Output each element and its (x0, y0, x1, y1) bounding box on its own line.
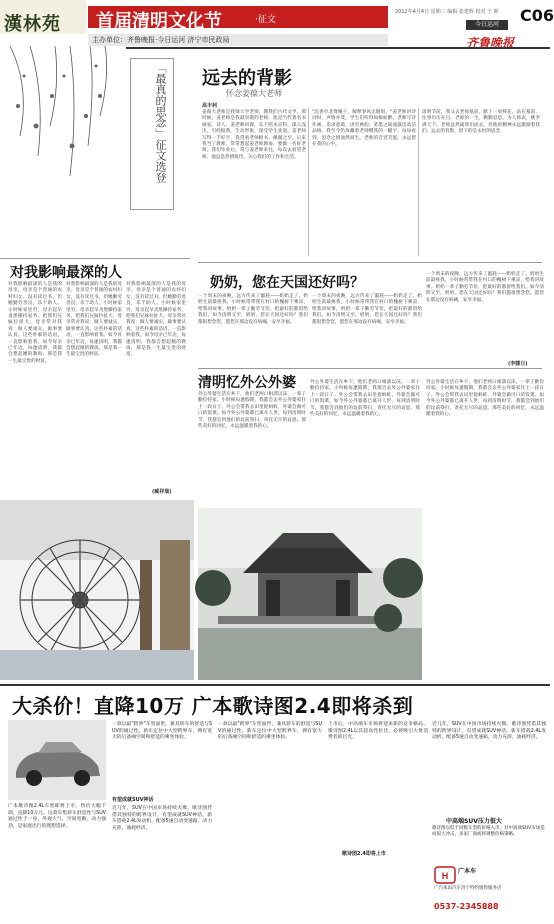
dealer-logo-text: 广本车 (458, 868, 477, 875)
ad-right-text: 歌诗图以低于同级车型的价格入市，对中高端SUV市场造成很大冲击，多家厂商或将调整价格策略。 (432, 826, 545, 838)
left-article-body-col3: 对我影响最深的人是我的母亲。母亲是个普通的农村妇女，没有读过书，但她勤劳善良，乐于助人。小时候家里穷，母亲起早贪黑操持家务，把我们兄妹拉扯大。母亲常对我说：做人要诚实，做事要认真。这些朴素的话语，一直影响着我。如今母亲已年迈，每逢清明，我都会想起她的教诲，那是我一生最宝贵的财富。 (126, 282, 186, 358)
section-rule (198, 368, 542, 369)
grandma-article-body-col2: 外公外婆生活在乡下，他们老两口相濡以沫，一辈子勤俭持家。小时候每逢假期，我都会去外公外婆家住上一段日子。外公会带我去田里捉蚂蚱，外婆会做可口的饭菜。如今外公外婆都已离开人世，每到清明时节，我都会到他们的坟前祭扫，寄托无尽的哀思。那些美好的回忆，永远温暖着我的心。 (310, 380, 420, 418)
ad-subhead: 有望成就SUV神话 (112, 797, 154, 803)
ad-body-col4: 上市后，中高端车市场将迎来新的竞争格局。歌诗图2.4L以其超高性价比，必将吸引大批消费者的目光。 (328, 722, 428, 740)
waterwheel-illustration (0, 500, 194, 680)
ad-body-col2b: 近几年，SUV在中国市场持续火爆。歌诗图凭借其独特的跨界设计，有望成就SUV神话。新车搭载2.4L发动机，配备5速自动变速箱，动力充沛，油耗经济。 (112, 806, 212, 831)
article-title: 远去的背影 (202, 68, 292, 89)
issue-meta: 2012年4月4日 星期三 编辑 张建辉 校对 王 晖 (395, 9, 499, 15)
pavilion-photo (198, 508, 422, 680)
dealer-name: 广汽本田汽车济宁特约销售服务店 (434, 886, 502, 891)
tree-illustration (0, 46, 126, 204)
column-divider (308, 108, 309, 256)
milk-article-author: (李娜日) (508, 361, 528, 367)
brand-name: 漢林苑 (4, 14, 61, 35)
milk-article-body-col2: 一个周末的夜晚，远方传来了噩耗——奶奶走了。奶奶生前最疼我，小时候常带我在村口的槐树下乘凉，给我讲故事。奶奶一辈子勤劳节俭，把最好的都留给我们。如今清明又至，奶奶，您在天国还好吗？我们都很想念您，愿您在那边没有病痛，安享幸福。 (312, 294, 422, 325)
article-body-col3: 清明节前，我又去老师墓前，献上一束鲜花。站在墓前，往事历历在目。老师的一生，勤勤恳恳，为人师表，桃李满天下。老师虽然离我们而去，但他的精神永远激励着我们。远去的背影，留下的是永恒的思念。 (422, 110, 540, 135)
honda-logo (434, 866, 456, 884)
newspaper-logo: 齐鲁晚报 (466, 36, 515, 50)
milk-article-title: 奶奶，您在天国还好吗？ (210, 275, 364, 291)
ad-headline: 大杀价！直降10万 广本歌诗图2.4即将杀到 (12, 694, 414, 718)
ad-body-col5: 近几年，SUV在中国市场持续火爆。歌诗图凭借其独特的跨界设计，有望成就SUV神话。新车搭载2.4L发动机，配备5速自动变速箱，动力充沛，油耗经济。 (432, 722, 546, 740)
section-rule (0, 258, 190, 259)
section-tag: 今日运河 (466, 20, 508, 30)
ad-top-rule (0, 684, 550, 686)
dealer-hotline: 0537-2345888 (434, 902, 499, 911)
article-body-col2: "沉香亭北倚阑干，解释春风无限恨。"姜老师讲诗词时，声情并茂，学生们听得如痴如醉。老师写诗作画，追求意境，讲究神韵，笔墨之间流露出高洁品格。我至今仍珍藏着老师赠我的一幅字。每每看到，思念之情油然而生。老师的音容笑貌，永远留在我的心中。 (312, 110, 416, 148)
sponsor-text: 主办单位：齐鲁晚报·今日运河 济宁市民政局 (92, 36, 230, 44)
section-rule (198, 262, 542, 263)
ad-right-title: 中高端SUV压力很大 (446, 818, 502, 825)
page-number: C06 (520, 6, 554, 25)
ad-subhead-2: 歌诗图2.4即将上市 (342, 851, 386, 857)
article-author: 高丰利 (202, 103, 218, 109)
grandma-article-title: 清明忆外公外婆 (198, 375, 296, 391)
svg-text:H: H (441, 871, 449, 881)
article-body-col1: 姜葆大老师是我师大学老师，教我们古代文学。那时候，姜老师是我最崇敬的老师，他是当代著名书画家、诗人。姜老师讲课，从不照本宣科，深入浅出，引经据典，生动形象，深受学生欢迎。姜老师写得一手好字，我常看老师板书，佩服之至。后来我当了教师，常常想起姜老师教诲，要做一名好老师。我们毕业后，常与姜老师来往，每次去看望老师，他总是热情接待，关心我们的工作和生活。 (202, 110, 306, 160)
grandma-article-body-col1: 外公外婆生活在乡下，他们老两口相濡以沫，一辈子勤俭持家。小时候每逢假期，我都会去外公外婆家住上一段日子。外公会带我去田里捉蚂蚱，外婆会做可口的饭菜。如今外公外婆都已离开人世，每到清明时节，我都会到他们的坟前祭扫，寄托无尽的哀思。那些美好的回忆，永远温暖着我的心。 (198, 392, 306, 430)
article-deck: 怀念姜葆大老师 (226, 89, 282, 98)
car-photo (8, 720, 106, 800)
grandma-article-body-col3: 外公外婆生活在乡下，他们老两口相濡以沫，一辈子勤俭持家。小时候每逢假期，我都会去外公外婆家住上一段日子。外公会带我去田里捉蚂蚱，外婆会做可口的饭菜。如今外公外婆都已离开人世，每到清明时节，我都会到他们的坟前祭扫，寄托无尽的哀思。那些美好的回忆，永远温暖着我的心。 (426, 380, 544, 418)
column-divider (418, 108, 419, 256)
left-article-body-col1: 对我影响最深的人是我的母亲。母亲是个普通的农村妇女，没有读过书，但她勤劳善良，乐于助人。小时候家里穷，母亲起早贪黑操持家务，把我们兄妹拉扯大。母亲常对我说：做人要诚实，做事要认真。这些朴素的话语，一直影响着我。如今母亲已年迈，每逢清明，我都会想起她的教诲，那是我一生最宝贵的财富。 (8, 282, 62, 364)
milk-article-body-col3: 一个周末的夜晚，远方传来了噩耗——奶奶走了。奶奶生前最疼我，小时候常带我在村口的槐树下乘凉，给我讲故事。奶奶一辈子勤劳节俭，把最好的都留给我们。如今清明又至，奶奶，您在天国还好吗？我们都很想念您，愿您在那边没有病痛，安享幸福。 (426, 272, 544, 303)
column-suffix: ·征文 (255, 15, 276, 25)
column-title: 首届清明文化节 (96, 11, 222, 32)
ad-body-col1: 广本歌诗图2.4L车型即将上市，售价大幅下调，直降10万元。这款车集轿车舒适性与SUV通过性于一身，外观大气，空间宽敞，动力强劲，是家庭出行的理想选择。 (8, 804, 106, 829)
left-article-headline: 对我影响最深的人 (10, 265, 122, 281)
milk-article-body-col1: 一个周末的夜晚，远方传来了噩耗——奶奶走了。奶奶生前最疼我，小时候常带我在村口的槐树下乘凉，给我讲故事。奶奶一辈子勤劳节俭，把最好的都留给我们。如今清明又至，奶奶，您在天国还好吗？我们都很想念您，愿您在那边没有病痛，安享幸福。 (198, 294, 308, 325)
pull-quote: 「最真的思念」征文选登 (154, 62, 167, 183)
left-article-body-col2: 对我影响最深的人是我的母亲。母亲是个普通的农村妇女，没有读过书，但她勤劳善良，乐于助人。小时候家里穷，母亲起早贪黑操持家务，把我们兄妹拉扯大。母亲常对我说：做人要诚实，做事要认真。这些朴素的话语，一直影响着我。如今母亲已年迈，每逢清明，我都会想起她的教诲，那是我一生最宝贵的财富。 (66, 282, 122, 358)
ad-body-col3: 一款以最"跨界"车型面世，兼具轿车的舒适与SUV的通过性。新车定位中大型跨界车，拥有宽大的后备厢空间和舒适的乘坐体验。 (218, 722, 322, 740)
left-article-author: (臧祥瑞) (152, 489, 172, 495)
ad-body-col2a: 一款以最"跨界"车型面世，兼具轿车的舒适与SUV的通过性。新车定位中大型跨界车，拥有宽大的后备厢空间和舒适的乘坐体验。 (112, 722, 212, 740)
